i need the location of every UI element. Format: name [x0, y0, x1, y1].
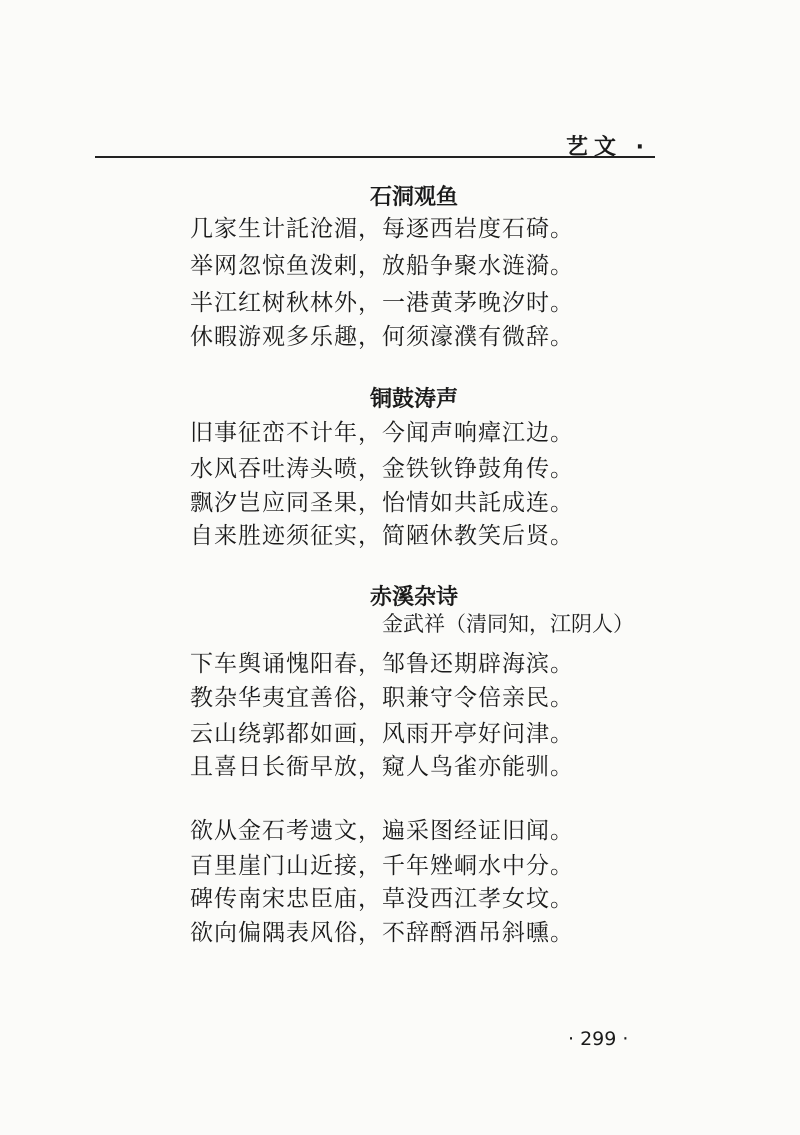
poem-line: 百里崖门山近接，千年矬峒水中分。 — [190, 853, 574, 879]
section-header: 艺文 · — [566, 135, 651, 160]
poem-line: 几家生计託沧湄，每逐西岩度石碕。 — [190, 216, 574, 242]
poem-line: 下车舆诵愧阳春，邹鲁还期辟海滨。 — [190, 651, 574, 677]
poem-title: 铜鼓涛声 — [369, 387, 458, 412]
poem-line: 举网忽惊鱼泼剌，放船争聚水涟漪。 — [190, 253, 574, 279]
poem-line: 半江红树秋林外，一港黄茅晚汐时。 — [190, 290, 574, 316]
poem-line: 欲向偏隅表风俗，不辞酹酒吊斜曛。 — [190, 920, 574, 946]
poem-line: 飘汐岂应同圣果，怡情如共託成连。 — [190, 490, 574, 516]
poem-line: 水风吞吐涛头喷，金铁钬铮鼓角传。 — [190, 456, 574, 482]
poem-line: 碑传南宋忠臣庙，草没西江孝女坟。 — [190, 886, 574, 912]
poem-line: 且喜日长衙早放，窥人鸟雀亦能驯。 — [190, 754, 574, 780]
poem-title: 石洞观鱼 — [369, 185, 458, 210]
page-number: · 299 · — [568, 1028, 629, 1050]
poem-line: 自来胜迹须征实，简陋休教笑后贤。 — [190, 523, 574, 549]
poem-line: 欲从金石考遗文，遍采图经证旧闻。 — [190, 818, 574, 844]
poem-author: 金武祥（清同知，江阴人） — [382, 612, 634, 636]
poem-line: 云山绕郭都如画，风雨开亭好问津。 — [190, 721, 574, 747]
poem-title: 赤溪杂诗 — [369, 585, 458, 610]
poem-line: 休暇游观多乐趣，何须濠濮有微辞。 — [190, 324, 574, 350]
poem-line: 教杂华夷宜善俗，职兼守令倍亲民。 — [190, 685, 574, 711]
poem-line: 旧事征峦不计年，今闻声响瘴江边。 — [190, 420, 574, 446]
header-rule — [95, 156, 655, 158]
